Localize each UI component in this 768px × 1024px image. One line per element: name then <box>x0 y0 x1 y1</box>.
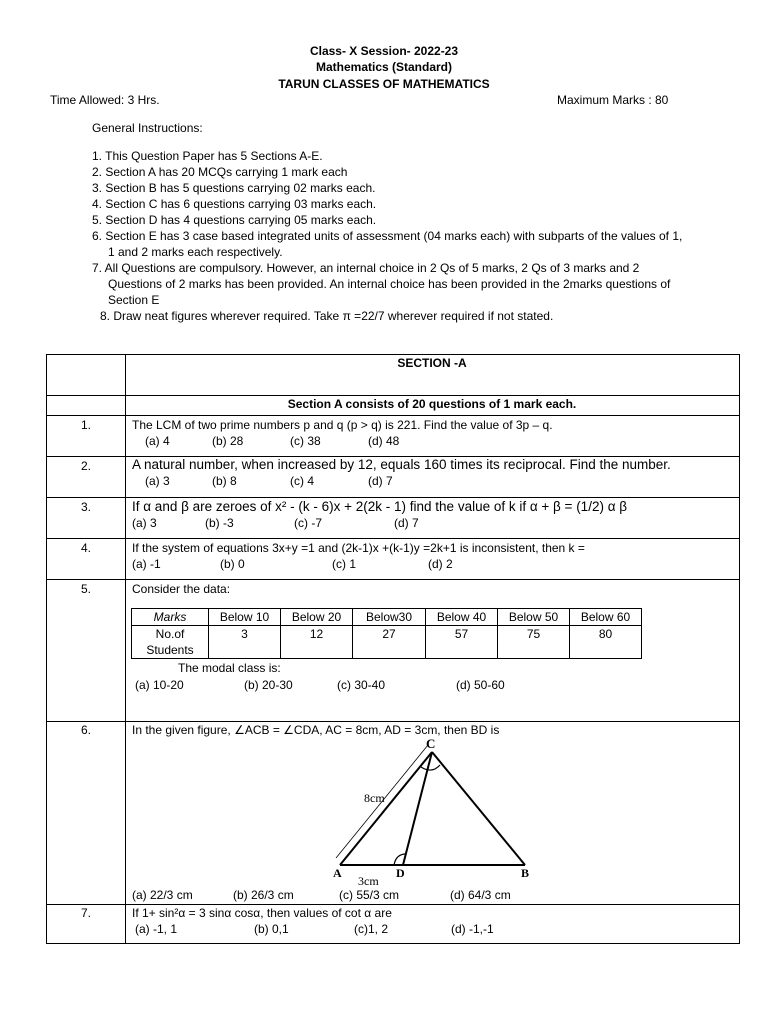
option-c: (c) -7 <box>294 516 322 530</box>
instruction-item: 1 and 2 marks each respectively. <box>108 245 283 259</box>
option-d: (d) -1,-1 <box>451 922 494 936</box>
class-session-heading: Class- X Session- 2022-23 <box>309 44 459 58</box>
question-text: If the system of equations 3x+y =1 and (2k-1)x +(k-1)y =2k+1 is inconsistent, then k = <box>132 541 585 555</box>
option-d: (d) 7 <box>394 516 419 530</box>
question-text: Consider the data: <box>132 582 231 596</box>
instructions-list <box>92 148 682 324</box>
time-allowed: Time Allowed: 3 Hrs. <box>50 93 160 107</box>
table-row-line <box>46 538 740 539</box>
table-header-cell: Below 40 <box>426 609 498 626</box>
vertex-label-b: B <box>521 866 530 880</box>
table-header-cell: Below 10 <box>209 609 281 626</box>
table-row-line <box>46 415 740 416</box>
option-c: (c) 1 <box>332 557 356 571</box>
question-number: 1. <box>80 418 91 432</box>
instruction-item: 7. All Questions are compulsory. However, an internal choice in 2 Qs of 5 marks, 2 Qs of 3 marks and 2 <box>92 261 640 275</box>
option-d: (d) 7 <box>368 474 393 488</box>
option-c: (c) 4 <box>290 474 314 488</box>
table-row <box>132 626 642 659</box>
institute-heading: TARUN CLASSES OF MATHEMATICS <box>278 77 490 91</box>
option-c: (c) 30-40 <box>337 678 386 692</box>
table-row-line <box>46 721 740 722</box>
vertex-label-d: D <box>396 866 405 880</box>
instructions-title: General Instructions: <box>92 121 203 135</box>
option-a: (a) 10-20 <box>135 678 184 692</box>
table-row-line <box>46 904 740 905</box>
option-b: (b) 0,1 <box>254 922 289 936</box>
option-a: (a) -1, 1 <box>135 922 178 936</box>
table-row-line <box>46 579 740 580</box>
side-cb <box>432 752 525 865</box>
row-label-line: No.of <box>155 627 185 641</box>
vertex-label-a: A <box>333 866 342 880</box>
option-c: (c)1, 2 <box>354 922 389 936</box>
table-column-divider <box>125 354 126 944</box>
option-b: (b) 20-30 <box>244 678 293 692</box>
question-text: A natural number, when increased by 12, equals 160 times its reciprocal. Find the number. <box>132 457 671 472</box>
option-d: (d) 64/3 cm <box>450 888 511 902</box>
table-cell: 75 <box>498 626 570 659</box>
table-header-cell: Below 50 <box>498 609 570 626</box>
instruction-item: 2. Section A has 20 MCQs carrying 1 mark each <box>92 165 348 179</box>
data-table <box>131 608 642 659</box>
triangle-figure <box>320 734 550 890</box>
option-a: (a) -1 <box>132 557 161 571</box>
option-c: (c) 55/3 cm <box>339 888 400 902</box>
table-header-cell: Below 60 <box>570 609 642 626</box>
option-a: (a) 3 <box>145 474 170 488</box>
angle-acb-arc <box>421 765 440 770</box>
question-text: In the given figure, ∠ACB = ∠CDA, AC = 8cm, AD = 3cm, then BD is <box>132 723 500 737</box>
question-number: 2. <box>80 459 91 473</box>
table-border-right <box>739 354 740 944</box>
instruction-item: Section E <box>108 293 160 307</box>
subject-heading: Mathematics (Standard) <box>315 60 453 74</box>
option-b: (b) -3 <box>205 516 234 530</box>
instruction-item: 8. Draw neat figures wherever required. Take π =22/7 wherever required if not stated. <box>100 309 554 323</box>
maximum-marks: Maximum Marks : 80 <box>557 93 669 107</box>
vertex-label-c: C <box>426 736 436 751</box>
question-number: 7. <box>80 906 91 920</box>
question-text: If α and β are zeroes of x² - (k - 6)x + 2(2k - 1) find the value of k if α + β = (1/2) α β <box>132 499 628 514</box>
row-label-line: Students <box>146 643 194 657</box>
section-title: SECTION -A <box>397 356 467 370</box>
option-a: (a) 4 <box>145 434 170 448</box>
option-a: (a) 22/3 cm <box>132 888 193 902</box>
table-cell: 57 <box>426 626 498 659</box>
table-row-line <box>46 497 740 498</box>
instruction-item: 6. Section E has 3 case based integrated units of assessment (04 marks each) with subparts of the values of 1, <box>92 229 683 243</box>
question-number: 6. <box>80 723 91 737</box>
option-d: (d) 48 <box>368 434 400 448</box>
question-number: 5. <box>80 582 91 596</box>
question-number: 4. <box>80 541 91 555</box>
option-b: (b) 26/3 cm <box>233 888 294 902</box>
table-cell: 80 <box>570 626 642 659</box>
table-header-cell: Below 20 <box>281 609 353 626</box>
table-cell: 27 <box>353 626 426 659</box>
table-row-line <box>46 943 740 944</box>
option-b: (b) 28 <box>212 434 244 448</box>
question-text: If 1+ sin²α = 3 sinα cosα, then values of cot α are <box>132 906 392 920</box>
question-subtext: The modal class is: <box>178 661 281 675</box>
table-header-cell: Marks <box>132 609 209 626</box>
question-number: 3. <box>80 500 91 514</box>
table-row-line <box>46 395 740 396</box>
instruction-item: Questions of 2 marks has been provided. An internal choice has been provided in the 2marks questions of <box>108 277 671 291</box>
table-cell: 3 <box>209 626 281 659</box>
table-row-label <box>132 626 209 659</box>
table-row-line <box>46 354 740 355</box>
length-label-ad: 3cm <box>358 874 379 888</box>
table-border-left <box>46 354 47 944</box>
instruction-item: 4. Section C has 6 questions carrying 03 marks each. <box>92 197 377 211</box>
question-text: The LCM of two prime numbers p and q (p > q) is 221. Find the value of 3p – q. <box>132 418 553 432</box>
option-b: (b) 0 <box>220 557 245 571</box>
option-b: (b) 8 <box>212 474 237 488</box>
length-label-ac: 8cm <box>364 791 385 805</box>
instruction-item: 3. Section B has 5 questions carrying 02 marks each. <box>92 181 376 195</box>
option-c: (c) 38 <box>290 434 321 448</box>
option-d: (d) 2 <box>428 557 453 571</box>
table-header-cell: Below30 <box>353 609 426 626</box>
instruction-item: 5. Section D has 4 questions carrying 05 marks each. <box>92 213 377 227</box>
option-d: (d) 50-60 <box>456 678 505 692</box>
section-subtitle: Section A consists of 20 questions of 1 mark each. <box>287 397 577 411</box>
table-cell: 12 <box>281 626 353 659</box>
instruction-item: 1. This Question Paper has 5 Sections A-E. <box>92 149 323 163</box>
option-a: (a) 3 <box>132 516 157 530</box>
table-header-row <box>132 609 642 626</box>
